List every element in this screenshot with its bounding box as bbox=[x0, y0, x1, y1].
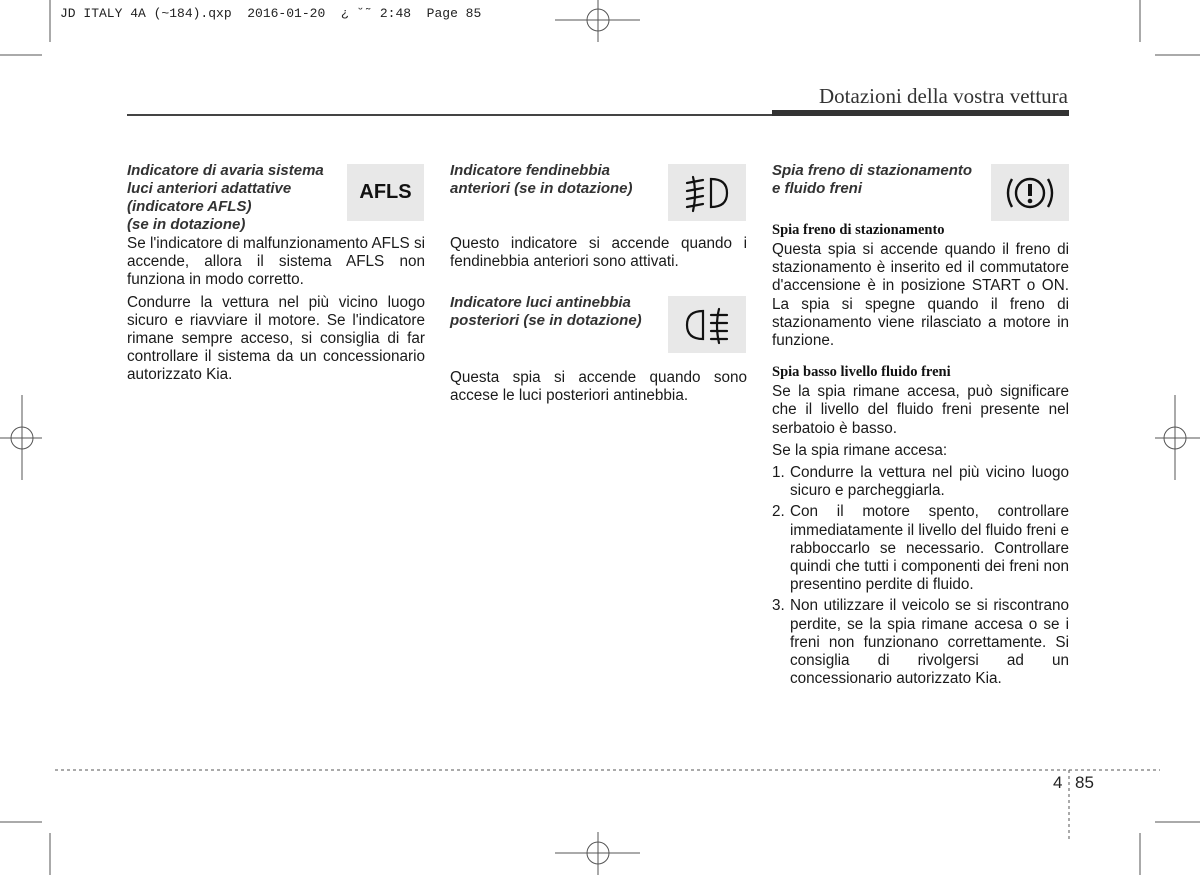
front-fog-body: Questo indicatore si accende quando i fendinebbia anteriori sono attivati. bbox=[450, 235, 747, 271]
rear-fog-body: Questa spia si accende quando sono accese le luci posteriori antinebbia. bbox=[450, 369, 747, 405]
afls-heading-line: (se in dotazione) bbox=[127, 216, 246, 233]
brake-heading-line: Spia freno di stazionamento bbox=[772, 162, 973, 179]
section-title: Dotazioni della vostra vettura bbox=[819, 84, 1068, 108]
afls-heading-line: (indicatore AFLS) bbox=[127, 198, 252, 215]
step-text: Non utilizzare il veicolo se si riscontrano perdite, se la spia rimane accesa o se i freni non funzionano correttamente. Si consiglia di rivolgersi ad un concessionario autorizzato Kia. bbox=[790, 597, 1069, 688]
parking-brake-body: Questa spia si accende quando il freno di stazionamento è inserito ed il commutatore d'accensione è in posizione START o ON. La spia si spegne quando il freno di stazionamento viene rilasciato a motore in funzione. bbox=[772, 241, 1069, 350]
step-text: Condurre la vettura nel più vicino luogo sicuro e parcheggiarla. bbox=[790, 464, 1069, 500]
list-item bbox=[772, 597, 1069, 688]
column-brake bbox=[772, 162, 1069, 688]
afls-heading bbox=[127, 162, 347, 234]
front-fog-heading-line: Indicatore fendinebbia bbox=[450, 162, 611, 179]
afls-heading-line: luci anteriori adattative bbox=[127, 180, 292, 197]
step-number: 3. bbox=[772, 597, 785, 615]
brake-fluid-paragraph: Se la spia rimane accesa, può significare che il livello del fluido freni presente nel serbatoio è basso. bbox=[772, 383, 1069, 437]
step-number: 1. bbox=[772, 464, 785, 482]
afls-icon bbox=[347, 164, 424, 221]
step-text: Con il motore spento, controllare immediatamente il livello del fluido freni e rabboccarlo se necessario. Controllare quindi che tutti i componenti dei freni non presentino perdite di fluido. bbox=[790, 503, 1069, 594]
rear-fog-heading-line: Indicatore luci antinebbia bbox=[450, 294, 631, 311]
afls-heading-line: Indicatore di avaria sistema bbox=[127, 162, 324, 179]
brake-warning-icon bbox=[991, 164, 1069, 221]
header-rule-thin bbox=[127, 114, 772, 116]
brake-fluid-body bbox=[772, 383, 1069, 688]
brake-fluid-subheading: Spia basso livello fluido freni bbox=[772, 364, 951, 381]
rear-fog-icon bbox=[668, 296, 746, 353]
afls-icon-label: AFLS bbox=[359, 181, 412, 203]
page-number: 85 bbox=[1075, 773, 1094, 792]
rear-fog-heading-line: posteriori (se in dotazione) bbox=[450, 312, 642, 329]
list-item bbox=[772, 464, 1069, 500]
list-item bbox=[772, 503, 1069, 594]
parking-brake-subheading: Spia freno di stazionamento bbox=[772, 222, 945, 238]
chapter-number: 4 bbox=[1053, 773, 1063, 792]
front-fog-icon bbox=[668, 164, 746, 221]
brake-heading-line: e fluido freni bbox=[772, 180, 862, 197]
step-number: 2. bbox=[772, 503, 785, 521]
afls-paragraph: Condurre la vettura nel più vicino luogo sicuro e riavviare il motore. Se l'indicatore rimane sempre acceso, si consiglia di far controllare il sistema da un concessionario autorizzato Kia. bbox=[127, 293, 425, 384]
print-header: JD ITALY 4A (~184).qxp 2016-01-20 ¿ ˘˜ 2:48 Page 85 bbox=[60, 6, 482, 21]
header-rule-thick bbox=[772, 110, 1069, 116]
afls-body bbox=[127, 235, 425, 385]
afls-paragraph: Se l'indicatore di malfunzionamento AFLS si accende, allora il sistema AFLS non funziona in modo corretto. bbox=[127, 235, 425, 289]
rear-fog-heading bbox=[450, 294, 670, 330]
front-fog-heading-line: anteriori (se in dotazione) bbox=[450, 180, 633, 197]
brake-fluid-paragraph: Se la spia rimane accesa: bbox=[772, 441, 948, 459]
brake-steps-list bbox=[772, 464, 1069, 688]
